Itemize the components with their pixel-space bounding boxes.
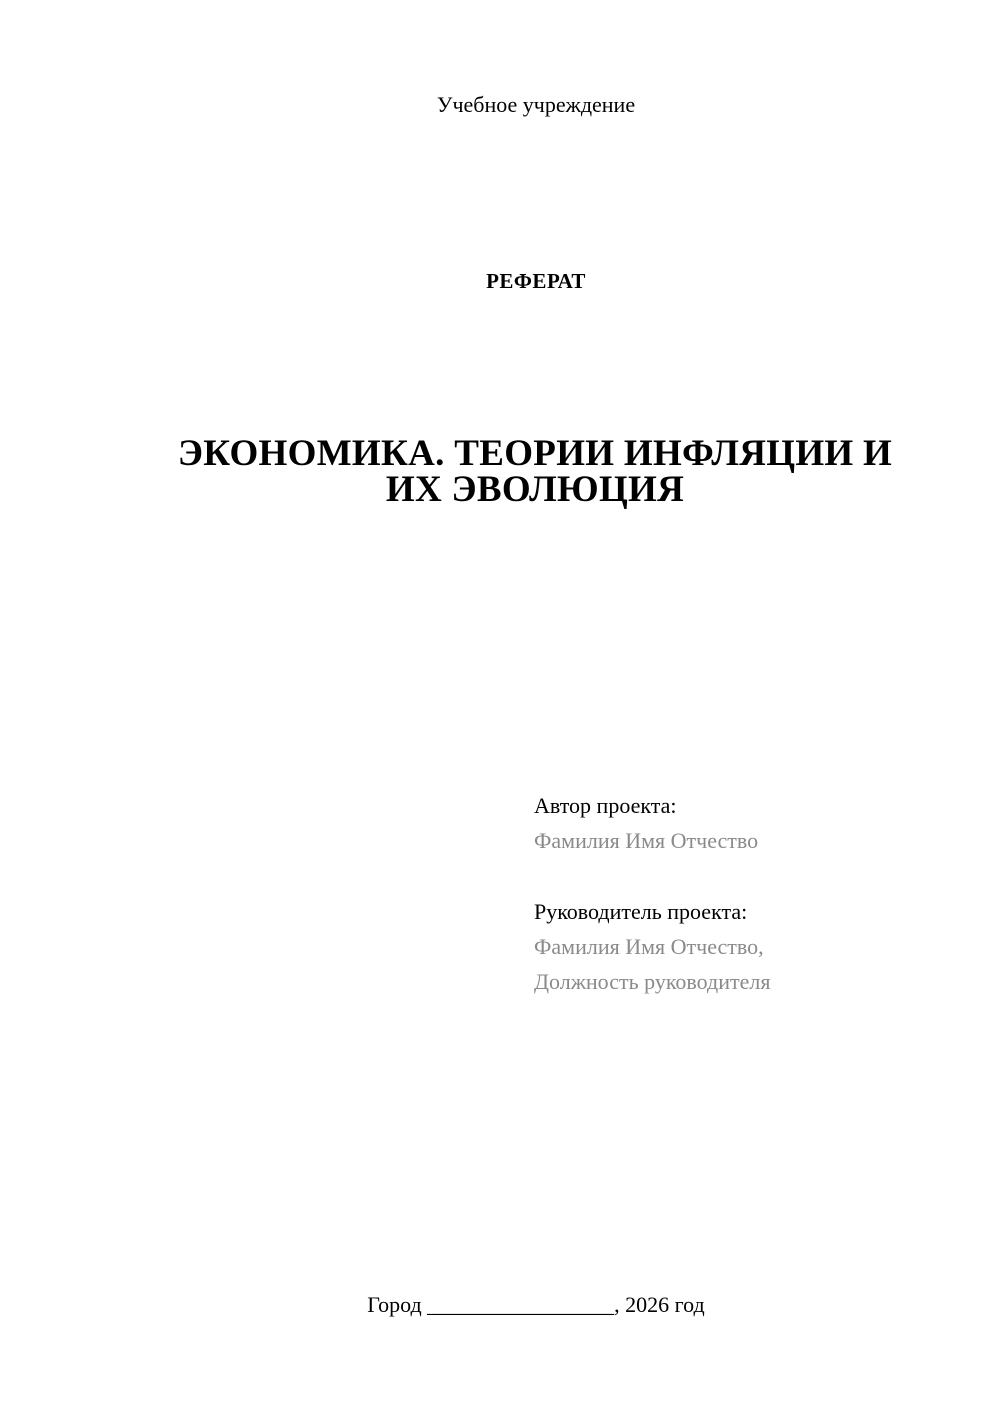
document-title [140, 433, 930, 510]
supervisor-label: Руководитель проекта: [534, 899, 748, 924]
supervisor-name: Фамилия Имя Отчество, [534, 934, 764, 959]
document-title-line-1: ЭКОНОМИКА. ТЕОРИИ ИНФЛЯЦИИ И [177, 433, 893, 474]
document-title-line-2: ИХ ЭВОЛЮЦИЯ [385, 469, 685, 510]
author-label: Автор проекта: [534, 793, 677, 818]
institution-name: Учебное учреждение [436, 92, 636, 117]
author-name: Фамилия Имя Отчество [534, 828, 759, 853]
city-year-line: Город _________________, 2026 год [367, 1292, 705, 1317]
supervisor-position: Должность руководителя [534, 969, 771, 994]
document-type: РЕФЕРАТ [486, 269, 586, 293]
project-people [534, 788, 974, 999]
spacer [534, 858, 974, 894]
